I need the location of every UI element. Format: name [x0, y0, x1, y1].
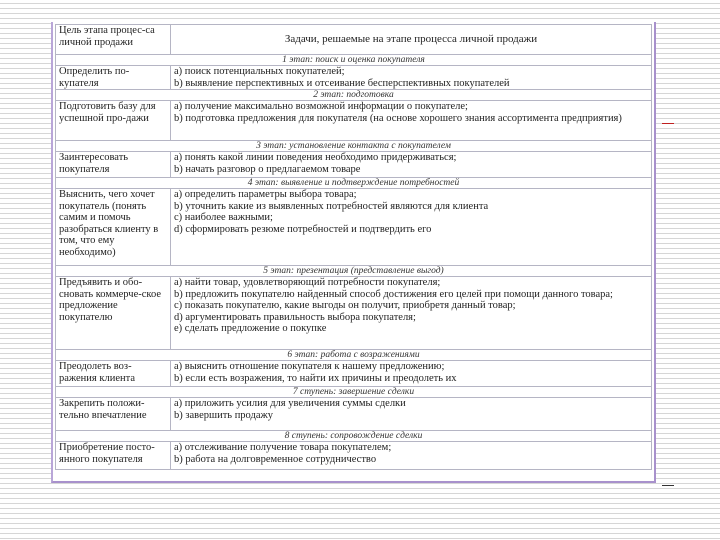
stage-row	[56, 152, 652, 178]
task-item: a) поиск потенциальных покупателей;	[174, 66, 345, 77]
stage-title: 1 этап: поиск и оценка покупателя	[56, 55, 652, 66]
task-item: d) аргументировать правильность выбора покупателя;	[174, 311, 416, 323]
stage-goal: Подготовить базу для успешной про-дажи	[56, 101, 171, 141]
stage-goal: Преодолеть воз-ражения клиента	[56, 361, 171, 387]
stage-title-row	[56, 178, 652, 189]
stage-title: 6 этап: работа с возражениями	[56, 350, 652, 361]
stage-goal: Выяснить, чего хочет покупатель (понять самим и помочь разобраться клиенту в том, что ему необходимо)	[56, 189, 171, 266]
stage-tasks	[171, 152, 652, 178]
header-goal: Цель этапа процес-са личной продажи	[56, 25, 171, 55]
stage-goal: Заинтересовать покупателя	[56, 152, 171, 178]
revision-mark	[662, 123, 674, 124]
task-item: b) уточнить какие из выявленных потребностей являются для клиента	[174, 200, 489, 212]
stage-row	[56, 66, 652, 90]
task-item: a) понять какой линии поведения необходимо придерживаться;	[174, 152, 457, 163]
task-item: b) выявление перспективных и отсеивание бесперспективных покупателей	[174, 77, 510, 89]
task-item: d) сформировать резюме потребностей и подтвердить его	[174, 223, 432, 235]
stage-tasks	[171, 442, 652, 470]
stage-tasks	[171, 101, 652, 141]
stage-title-row	[56, 55, 652, 66]
stage-goal: Определить по-купателя	[56, 66, 171, 90]
stage-title-row	[56, 141, 652, 152]
sales-stages-table	[55, 24, 652, 470]
stage-title: 4 этап: выявление и подтверждение потребностей	[56, 178, 652, 189]
task-item: c) показать покупателю, какие выгоды он получит, приобретя данный товар;	[174, 300, 516, 311]
stage-tasks	[171, 277, 652, 350]
stage-row	[56, 189, 652, 266]
task-item: b) подготовка предложения для покупателя (на основе хорошего знания ассортимента предприятия)	[174, 112, 622, 124]
task-item: b) предложить покупателю найденный способ достижения его целей при помощи данного товара;	[174, 288, 613, 300]
stage-title: 7 ступень: завершение сделки	[56, 387, 652, 398]
stage-title-row	[56, 266, 652, 277]
task-item: a) отслеживание получение товара покупателем;	[174, 442, 392, 453]
stage-tasks	[171, 398, 652, 431]
task-item: e) сделать предложение о покупке	[174, 323, 327, 334]
task-item: b) начать разговор о предлагаемом товаре	[174, 163, 361, 175]
stage-row	[56, 277, 652, 350]
stage-row	[56, 361, 652, 387]
stage-goal: Закрепить положи-тельно впечатление	[56, 398, 171, 431]
task-item: a) приложить усилия для увеличения суммы сделки	[174, 398, 406, 409]
stage-title-row	[56, 350, 652, 361]
task-item: a) выяснить отношение покупателя к нашему предложению;	[174, 361, 445, 372]
task-item: a) найти товар, удовлетворяющий потребности покупателя;	[174, 277, 441, 288]
revision-mark	[662, 485, 674, 486]
task-item: a) определить параметры выбора товара;	[174, 189, 357, 200]
task-item: b) завершить продажу	[174, 409, 274, 421]
stage-title-row	[56, 387, 652, 398]
stage-goal: Предъявить и обо-сновать коммерче-ское предложение покупателю	[56, 277, 171, 350]
header-tasks: Задачи, решаемые на этапе процесса личной продажи	[171, 25, 652, 55]
task-item: b) работа на долговременное сотрудничество	[174, 453, 377, 465]
stage-row	[56, 442, 652, 470]
stage-title: 3 этап: установление контакта с покупателем	[56, 141, 652, 152]
stage-title-row	[56, 90, 652, 101]
task-item: a) получение максимально возможной информации о покупателе;	[174, 101, 468, 112]
task-item: b) если есть возражения, то найти их причины и преодолеть их	[174, 372, 457, 384]
stage-title: 5 этап: презентация (представление выгод)	[56, 266, 652, 277]
stage-row	[56, 101, 652, 141]
stage-goal: Приобретение посто-янного покупателя	[56, 442, 171, 470]
stage-title: 8 ступень: сопровождение сделки	[56, 431, 652, 442]
document-page	[51, 22, 656, 483]
task-item: c) наиболее важными;	[174, 212, 273, 223]
stage-tasks	[171, 189, 652, 266]
stage-tasks	[171, 66, 652, 90]
stage-title-row	[56, 431, 652, 442]
stage-tasks	[171, 361, 652, 387]
stage-title: 2 этап: подготовка	[56, 90, 652, 101]
table-header-row	[56, 25, 652, 55]
stage-row	[56, 398, 652, 431]
